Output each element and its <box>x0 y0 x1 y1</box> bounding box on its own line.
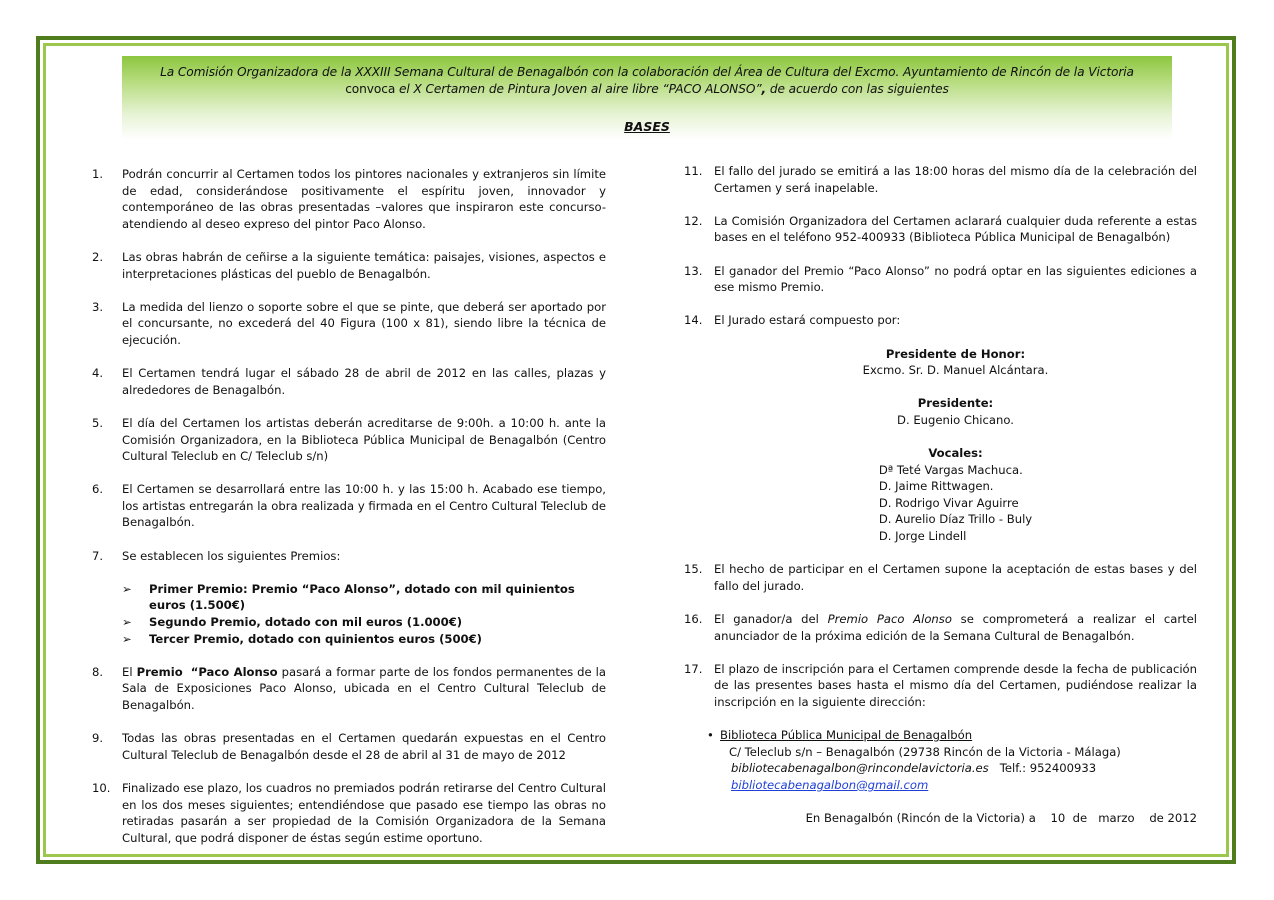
item-text: El Certamen tendrá lugar el sábado 28 de abril de 2012 en las calles, plazas y alrededores de Benagalbón. <box>122 366 606 397</box>
base-item-11 <box>684 163 1197 196</box>
item-text: El fallo del jurado se emitirá a las 18:00 horas del mismo día de la celebración del Certamen y será inapelable. <box>714 164 1197 195</box>
email-address: bibliotecabenagalbon@rincondelavictoria.es <box>731 761 989 776</box>
honor-president-name: Excmo. Sr. D. Manuel Alcántara. <box>862 363 1049 378</box>
base-item-9 <box>92 730 606 763</box>
prize-text: Primer Premio: Premio “Paco Alonso”, dotado con mil quinientos euros (1.500€) <box>149 581 575 613</box>
item-number: 5. <box>92 415 104 430</box>
base-item-3 <box>92 299 606 349</box>
item-text: Se establecen los siguientes Premios: <box>122 548 341 563</box>
base-item-5 <box>92 415 606 465</box>
honor-president-title: Presidente de Honor: <box>885 346 1026 361</box>
vocal-name: D. Jaime Rittwagen. <box>878 479 994 494</box>
prize-item <box>122 581 606 614</box>
header-suffix: de acuerdo con las siguientes <box>766 82 949 96</box>
vocales-list <box>879 462 1032 545</box>
item-text: El Certamen se desarrollará entre las 10:00 h. y las 15:00 h. Acabado ese tiempo, los artistas entregarán la obra realizada y firmada en el Centro Cultural Teleclub de Benagalbón. <box>122 482 606 530</box>
item-number: 17. <box>684 661 703 676</box>
left-column <box>92 166 606 863</box>
base-item-17 <box>684 661 1197 711</box>
vocal-name: D. Aurelio Díaz Trillo - Buly <box>878 512 1033 527</box>
item-text: El ganador del Premio “Paco Alonso” no podrá optar en las siguientes ediciones a ese mismo Premio. <box>714 263 1197 295</box>
item-number: 16. <box>684 612 703 627</box>
item-text: El hecho de participar en el Certamen supone la aceptación de estas bases y del fallo del jurado. <box>714 562 1197 593</box>
item-text-bold: Premio <box>136 664 183 679</box>
item-text-gap <box>183 665 191 679</box>
item-text: Finalizado ese plazo, los cuadros no premiados podrán retirarse del Centro Cultural en los dos meses siguientes; entendiéndose que pasado ese tiempo las obras no retiradas pasarán a ser propiedad de la Comisión Organizadora de la Semana Cultural, que podrá disponer de éstas según estime oportuno. <box>122 780 606 845</box>
vocales-title: Vocales: <box>928 446 983 461</box>
item-number: 8. <box>92 664 104 679</box>
registration-address <box>707 727 1197 793</box>
item-text: La Comisión Organizadora del Certamen aclarará cualquier duda referente a estas bases en el teléfono 952-400933 (Biblioteca Pública Municipal de Benagalbón) <box>714 213 1197 245</box>
arrow-bullet-icon: ➢ <box>122 631 132 646</box>
item-number: 15. <box>684 562 703 577</box>
contact-line <box>720 760 1197 777</box>
item-text: Podrán concurrir al Certamen todos los pintores nacionales y extranjeros sin límite de edad, considerándose positivamente el espíritu joven, innovador y contemporáneo de las obras presentadas –valores que inspiraron este concurso- atendiendo al deseo expreso del pintor Paco Alonso. <box>122 167 606 231</box>
prize-text: Tercer Premio, dotado con quinientos euros (500€) <box>149 631 482 646</box>
item-number: 7. <box>92 548 104 563</box>
item-number: 13. <box>684 263 703 278</box>
jury-composition <box>714 346 1197 545</box>
arrow-bullet-icon: ➢ <box>122 615 132 630</box>
item-text: El día del Certamen los artistas deberán acreditarse de 9:00h. a 10:00 h. ante la Comisión Organizadora, en la Biblioteca Pública Municipal de Benagalbón (Centro Cultural Teleclub en C/ Teleclub s/n) <box>122 415 606 464</box>
header-certamen: el X Certamen de Pintura Joven al aire libre “PACO ALONSO” <box>395 82 762 96</box>
base-item-10 <box>92 780 606 846</box>
president-title: Presidente: <box>917 396 994 411</box>
jury-honor <box>714 346 1197 379</box>
item-number: 1. <box>92 167 104 181</box>
item-number: 3. <box>92 299 104 314</box>
prize-text: Segundo Premio, dotado con mil euros (1.000€) <box>149 615 463 630</box>
item-text-pre: El <box>122 664 137 679</box>
item-number: 4. <box>92 366 104 381</box>
header-line-2 <box>122 82 1172 96</box>
base-item-12 <box>684 213 1197 246</box>
header-convoca: convoca <box>345 82 396 96</box>
item-number: 9. <box>92 731 104 746</box>
prize-list <box>122 581 606 647</box>
base-item-14 <box>684 312 1197 329</box>
email-line <box>720 777 1197 794</box>
header-comma: , <box>761 82 767 96</box>
bullet-icon: • <box>707 728 714 743</box>
base-item-4 <box>92 365 606 398</box>
vocal-name: D. Jorge Lindell <box>878 529 967 544</box>
right-column <box>684 163 1197 827</box>
item-number: 6. <box>92 482 104 497</box>
item-text: El Jurado estará compuesto por: <box>714 313 901 328</box>
item-text: pasará a formar parte de los fondos permanentes de la Sala de Exposiciones Paco Alonso, ubicada en el Centro Cultural Teleclub de Benagalbón. <box>122 664 606 712</box>
item-number: 14. <box>684 313 703 328</box>
item-text-italic: Premio Paco Alonso <box>827 612 952 627</box>
base-item-13 <box>684 263 1197 296</box>
item-text-pre: El ganador/a del <box>714 612 828 627</box>
item-number: 10. <box>92 780 111 795</box>
bases-title: BASES <box>624 119 670 134</box>
header-line-1: La Comisión Organizadora de la XXXIII Semana Cultural de Benagalbón con la colaboración del Área de Cultura del Excmo. Ayuntamiento de Rincón de la Victoria <box>160 65 1134 79</box>
base-item-7 <box>92 548 606 565</box>
base-item-8 <box>92 664 606 714</box>
item-text: La medida del lienzo o soporte sobre el que se pinte, que deberá ser aportado por el concursante, no excederá del 40 Figura (100 x 81), siendo libre la técnica de ejecución. <box>122 299 606 347</box>
email-link[interactable]: bibliotecabenagalbon@gmail.com <box>731 777 929 792</box>
item-text-bold: “Paco Alonso <box>190 664 278 679</box>
president-name: D. Eugenio Chicano. <box>897 412 1014 427</box>
item-number: 12. <box>684 213 703 228</box>
prize-item <box>122 631 606 648</box>
vocal-name: D. Rodrigo Vivar Aguirre <box>878 495 1019 510</box>
base-item-1 <box>92 166 606 232</box>
street-address: C/ Teleclub s/n – Benagalbón (29738 Rincón de la Victoria - Málaga) <box>729 744 1121 759</box>
prize-item <box>122 614 606 631</box>
base-item-15 <box>684 561 1197 594</box>
base-item-16 <box>684 611 1197 644</box>
item-number: 11. <box>684 164 703 178</box>
item-text: se comprometerá a realizar el cartel anunciador de la próxima edición de la Semana Cultural de Benagalbón. <box>714 612 1197 643</box>
item-number: 2. <box>92 249 104 264</box>
arrow-bullet-icon: ➢ <box>122 581 132 596</box>
item-text: Las obras habrán de ceñirse a la siguiente temática: paisajes, visiones, aspectos e interpretaciones plásticas del pueblo de Benagalbón. <box>122 249 606 281</box>
library-name: Biblioteca Pública Municipal de Benagalbón <box>720 728 973 743</box>
base-item-6 <box>92 481 606 531</box>
base-item-2 <box>92 249 606 282</box>
jury-vocales <box>714 445 1197 545</box>
jury-president <box>714 395 1197 428</box>
item-text: El plazo de inscripción para el Certamen comprende desde la fecha de publicación de las presentes bases hasta el mismo día del Certamen, pudiéndose realizar la inscripción en la siguiente dirección: <box>714 661 1197 709</box>
signoff-date: En Benagalbón (Rincón de la Victoria) a 10 de marzo de 2012 <box>805 811 1197 826</box>
item-text: Todas las obras presentadas en el Certamen quedarán expuestas en el Centro Cultural Teleclub de Benagalbón desde el 28 de abril al 31 de mayo de 2012 <box>122 731 606 762</box>
vocal-name: Dª Teté Vargas Machuca. <box>878 462 1023 477</box>
phone-number: Telf.: 952400933 <box>988 761 1097 776</box>
